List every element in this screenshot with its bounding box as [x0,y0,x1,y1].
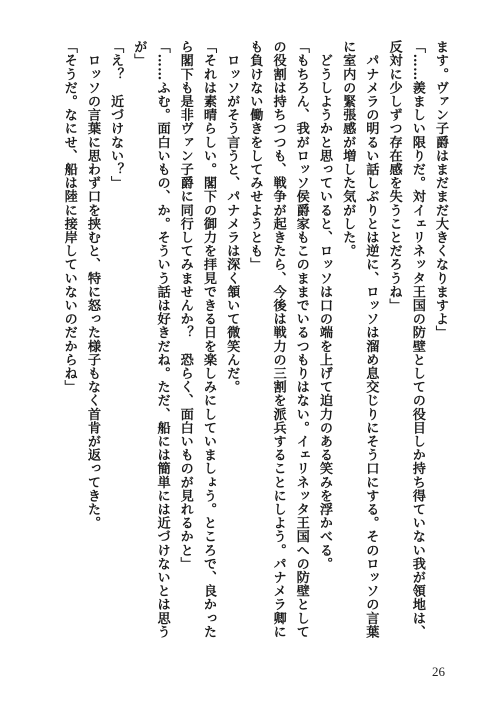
text-line: 「……ふむ。面白いもの、か。そういう話は好きだね。ただ、船には簡単には近づけないとは思う [154,40,170,639]
body-text [58,40,452,639]
text-line: に室内の緊張感が増した気がした。 [340,40,356,258]
text-line: パナメラの明るい話しぶりとは逆に、ロッソは溜め息交じりにそう口にする。そのロッソの言葉 [363,40,379,639]
text-line: 「もちろん、我がロッソ侯爵家もこのままでいるつもりはない。イェリネッタ王国への防壁として [293,40,309,639]
text-line: も負けない働きをしてみせようとも」 [247,40,263,272]
text-line: ロッソがそう言うと、パナメラは深く頷いて微笑んだ。 [224,40,240,394]
text-line: ロッソの言葉に思わず口を挟むと、特に怒った様子もなく首肯が返ってきた。 [84,40,100,530]
text-line: 「え？ 近づけない？」 [108,40,124,190]
text-line: どうしようかと思っていると、ロッソは口の端を上げて迫力のある笑みを浮かべる。 [316,40,332,571]
text-line: 「……羨ましい限りだ。対イェリネッタ王国の防壁としての役目しか持ち得ていない我が領地は、 [409,40,425,639]
text-line: ます。ヴァン子爵はまだまだ大きくなりますよ」 [433,40,448,340]
text-line: 「それは素晴らしい。閣下の御力を拝見できる日を楽しみにしていましょう。ところで、良かった [200,40,216,639]
text-line: ら閣下も是非ヴァン子爵に同行してみませんか？ 恐らく、面白いものが見れるかと」 [177,40,193,571]
page-number: 26 [432,664,445,679]
text-line: 「そうだ。なにせ、船は陸に接岸していないのだからね」 [61,40,77,394]
text-line: の役割は持ちつつも、戦争が起きたら、今後は戦力の三割を派兵することにしよう。パナメラ卿に [270,40,286,639]
text-line: が」 [131,40,147,68]
text-line: 反対に少しずつ存在感を失うことだろうね」 [386,40,402,312]
